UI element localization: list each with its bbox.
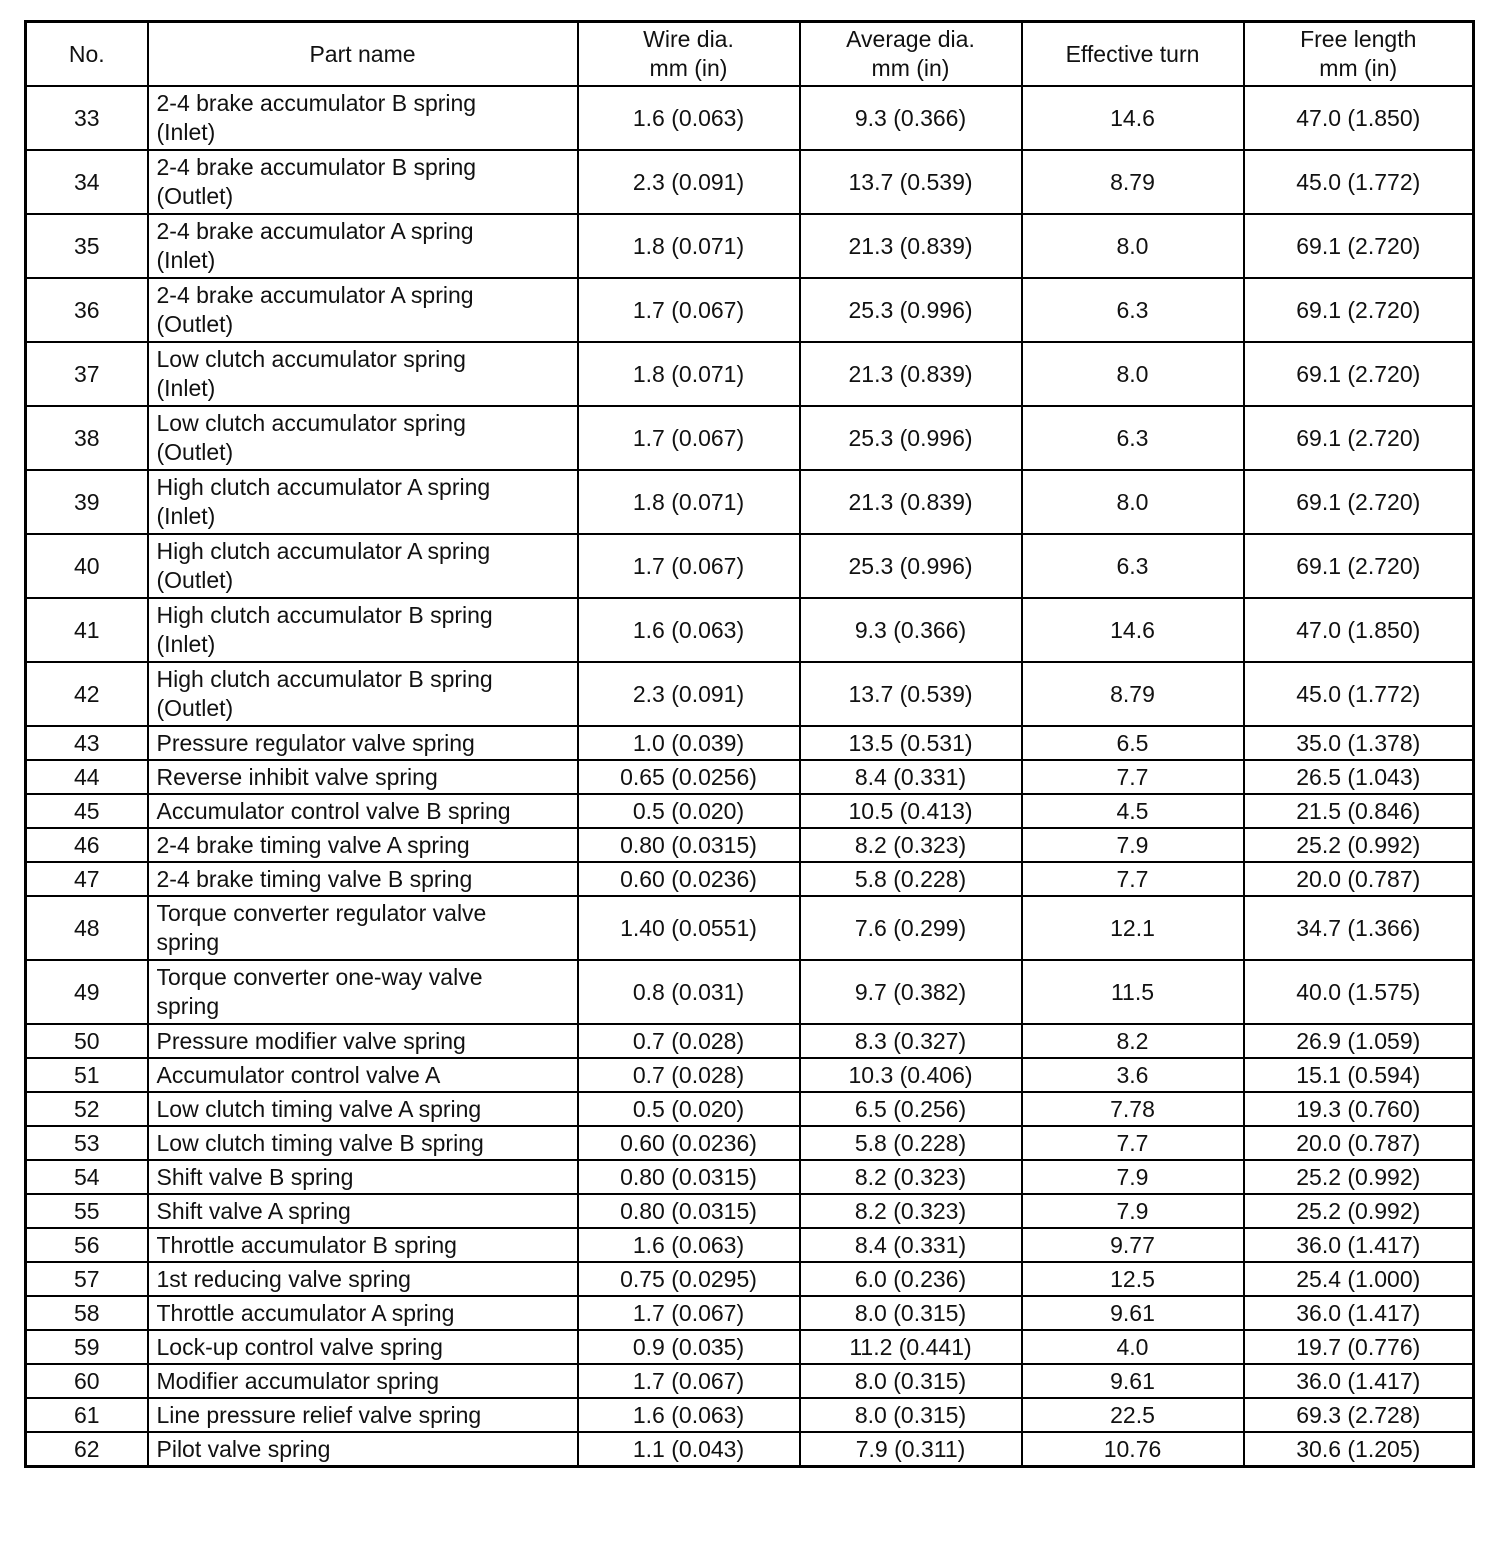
part-name-line-1: High clutch accumulator B spring xyxy=(156,666,493,692)
table-row xyxy=(26,1262,1474,1296)
cell-effective-turn: 4.0 xyxy=(1022,1330,1244,1364)
cell-average-dia: 25.3 (0.996) xyxy=(800,534,1022,598)
part-name-line-1: Shift valve A spring xyxy=(156,1197,351,1224)
cell-part-name xyxy=(148,1432,578,1467)
cell-free-length: 45.0 (1.772) xyxy=(1244,662,1474,726)
cell-wire-dia: 0.65 (0.0256) xyxy=(578,760,800,794)
cell-average-dia: 5.8 (0.228) xyxy=(800,1126,1022,1160)
part-name-line-1: 2-4 brake timing valve A spring xyxy=(156,831,470,858)
cell-part-name xyxy=(148,1160,578,1194)
cell-average-dia: 6.0 (0.236) xyxy=(800,1262,1022,1296)
cell-free-length: 40.0 (1.575) xyxy=(1244,960,1474,1024)
cell-effective-turn: 8.0 xyxy=(1022,214,1244,278)
table-row xyxy=(26,278,1474,342)
cell-average-dia: 8.4 (0.331) xyxy=(800,1228,1022,1262)
table-row xyxy=(26,862,1474,896)
cell-no: 44 xyxy=(26,760,148,794)
table-row xyxy=(26,726,1474,760)
part-name-line-2: (Outlet) xyxy=(156,439,234,465)
cell-wire-dia: 1.8 (0.071) xyxy=(578,470,800,534)
cell-effective-turn: 11.5 xyxy=(1022,960,1244,1024)
cell-average-dia: 9.3 (0.366) xyxy=(800,86,1022,150)
part-name-line-2: (Outlet) xyxy=(156,567,234,593)
table-row xyxy=(26,662,1474,726)
part-name-line-2: spring xyxy=(156,993,220,1019)
header-average-dia-unit: mm (in) xyxy=(871,55,950,81)
part-name-line-2: (Outlet) xyxy=(156,183,234,209)
cell-free-length: 69.1 (2.720) xyxy=(1244,278,1474,342)
cell-part-name xyxy=(148,86,578,150)
cell-effective-turn: 9.77 xyxy=(1022,1228,1244,1262)
cell-part-name xyxy=(148,1330,578,1364)
part-name-line-2: spring xyxy=(156,929,220,955)
cell-part-name xyxy=(148,662,578,726)
part-name-line-1: 2-4 brake timing valve B spring xyxy=(156,865,473,892)
cell-no: 62 xyxy=(26,1432,148,1467)
cell-effective-turn: 9.61 xyxy=(1022,1364,1244,1398)
cell-free-length: 26.5 (1.043) xyxy=(1244,760,1474,794)
cell-effective-turn: 7.9 xyxy=(1022,1194,1244,1228)
cell-part-name xyxy=(148,1024,578,1058)
table-row xyxy=(26,1432,1474,1467)
part-name-line-1: Modifier accumulator spring xyxy=(156,1367,440,1394)
cell-free-length: 21.5 (0.846) xyxy=(1244,794,1474,828)
cell-free-length: 69.1 (2.720) xyxy=(1244,342,1474,406)
table-row xyxy=(26,1330,1474,1364)
cell-free-length: 69.1 (2.720) xyxy=(1244,214,1474,278)
table-row xyxy=(26,794,1474,828)
cell-wire-dia: 0.80 (0.0315) xyxy=(578,828,800,862)
cell-free-length: 36.0 (1.417) xyxy=(1244,1296,1474,1330)
table-row xyxy=(26,1228,1474,1262)
cell-effective-turn: 7.7 xyxy=(1022,760,1244,794)
header-average-dia xyxy=(800,22,1022,87)
part-name-line-1: Shift valve B spring xyxy=(156,1163,354,1190)
cell-wire-dia: 0.8 (0.031) xyxy=(578,960,800,1024)
part-name-line-2: (Inlet) xyxy=(156,631,216,657)
cell-part-name xyxy=(148,1092,578,1126)
cell-part-name xyxy=(148,406,578,470)
cell-average-dia: 25.3 (0.996) xyxy=(800,406,1022,470)
part-name-line-1: Throttle accumulator A spring xyxy=(156,1299,455,1326)
cell-effective-turn: 6.3 xyxy=(1022,278,1244,342)
cell-free-length: 69.1 (2.720) xyxy=(1244,470,1474,534)
cell-free-length: 34.7 (1.366) xyxy=(1244,896,1474,960)
header-wire-dia-title: Wire dia. xyxy=(643,26,734,52)
header-effective-turn: Effective turn xyxy=(1022,22,1244,87)
spring-spec-table xyxy=(24,20,1475,1468)
cell-wire-dia: 0.60 (0.0236) xyxy=(578,1126,800,1160)
cell-wire-dia: 1.6 (0.063) xyxy=(578,1398,800,1432)
part-name-line-1: High clutch accumulator A spring xyxy=(156,474,491,500)
cell-wire-dia: 0.9 (0.035) xyxy=(578,1330,800,1364)
cell-effective-turn: 6.3 xyxy=(1022,534,1244,598)
cell-no: 38 xyxy=(26,406,148,470)
cell-free-length: 25.2 (0.992) xyxy=(1244,1194,1474,1228)
cell-part-name xyxy=(148,828,578,862)
header-wire-dia xyxy=(578,22,800,87)
cell-part-name xyxy=(148,1398,578,1432)
cell-wire-dia: 1.8 (0.071) xyxy=(578,342,800,406)
cell-wire-dia: 1.6 (0.063) xyxy=(578,598,800,662)
part-name-line-1: 2-4 brake accumulator A spring xyxy=(156,218,474,244)
cell-part-name xyxy=(148,1126,578,1160)
cell-no: 35 xyxy=(26,214,148,278)
table-row xyxy=(26,1160,1474,1194)
part-name-line-1: Low clutch timing valve B spring xyxy=(156,1129,484,1156)
cell-effective-turn: 3.6 xyxy=(1022,1058,1244,1092)
cell-average-dia: 5.8 (0.228) xyxy=(800,862,1022,896)
table-row xyxy=(26,1024,1474,1058)
cell-part-name xyxy=(148,1194,578,1228)
cell-free-length: 36.0 (1.417) xyxy=(1244,1228,1474,1262)
cell-effective-turn: 14.6 xyxy=(1022,598,1244,662)
cell-no: 47 xyxy=(26,862,148,896)
cell-average-dia: 7.9 (0.311) xyxy=(800,1432,1022,1467)
cell-average-dia: 13.7 (0.539) xyxy=(800,150,1022,214)
header-part-name: Part name xyxy=(148,22,578,87)
cell-free-length: 25.2 (0.992) xyxy=(1244,1160,1474,1194)
cell-effective-turn: 4.5 xyxy=(1022,794,1244,828)
table-row xyxy=(26,1364,1474,1398)
cell-no: 54 xyxy=(26,1160,148,1194)
cell-average-dia: 8.3 (0.327) xyxy=(800,1024,1022,1058)
cell-no: 55 xyxy=(26,1194,148,1228)
part-name-line-1: Torque converter regulator valve xyxy=(156,900,487,926)
header-free-length-title: Free length xyxy=(1300,26,1417,52)
table-row xyxy=(26,828,1474,862)
table-row xyxy=(26,534,1474,598)
cell-effective-turn: 22.5 xyxy=(1022,1398,1244,1432)
part-name-line-1: 2-4 brake accumulator B spring xyxy=(156,90,477,116)
table-row xyxy=(26,960,1474,1024)
cell-free-length: 69.3 (2.728) xyxy=(1244,1398,1474,1432)
cell-effective-turn: 8.79 xyxy=(1022,662,1244,726)
cell-wire-dia: 1.1 (0.043) xyxy=(578,1432,800,1467)
cell-free-length: 19.3 (0.760) xyxy=(1244,1092,1474,1126)
cell-effective-turn: 8.0 xyxy=(1022,470,1244,534)
cell-free-length: 19.7 (0.776) xyxy=(1244,1330,1474,1364)
cell-no: 41 xyxy=(26,598,148,662)
table-row xyxy=(26,1058,1474,1092)
cell-free-length: 45.0 (1.772) xyxy=(1244,150,1474,214)
part-name-line-1: Lock-up control valve spring xyxy=(156,1333,443,1360)
cell-free-length: 47.0 (1.850) xyxy=(1244,86,1474,150)
table-row xyxy=(26,1398,1474,1432)
part-name-line-1: High clutch accumulator B spring xyxy=(156,602,493,628)
part-name-line-2: (Inlet) xyxy=(156,119,216,145)
table-header xyxy=(26,22,1474,87)
table-row xyxy=(26,1296,1474,1330)
cell-free-length: 69.1 (2.720) xyxy=(1244,406,1474,470)
table-row xyxy=(26,86,1474,150)
cell-no: 53 xyxy=(26,1126,148,1160)
cell-no: 36 xyxy=(26,278,148,342)
cell-effective-turn: 8.0 xyxy=(1022,342,1244,406)
table-row xyxy=(26,342,1474,406)
cell-part-name xyxy=(148,534,578,598)
cell-part-name xyxy=(148,598,578,662)
cell-average-dia: 7.6 (0.299) xyxy=(800,896,1022,960)
table-body xyxy=(26,86,1474,1467)
cell-effective-turn: 8.2 xyxy=(1022,1024,1244,1058)
cell-effective-turn: 6.5 xyxy=(1022,726,1244,760)
cell-no: 46 xyxy=(26,828,148,862)
cell-part-name xyxy=(148,470,578,534)
cell-average-dia: 11.2 (0.441) xyxy=(800,1330,1022,1364)
cell-average-dia: 10.3 (0.406) xyxy=(800,1058,1022,1092)
cell-part-name xyxy=(148,214,578,278)
cell-average-dia: 13.7 (0.539) xyxy=(800,662,1022,726)
cell-effective-turn: 10.76 xyxy=(1022,1432,1244,1467)
cell-wire-dia: 0.75 (0.0295) xyxy=(578,1262,800,1296)
cell-free-length: 35.0 (1.378) xyxy=(1244,726,1474,760)
cell-part-name xyxy=(148,1296,578,1330)
cell-free-length: 47.0 (1.850) xyxy=(1244,598,1474,662)
cell-average-dia: 8.2 (0.323) xyxy=(800,1160,1022,1194)
table-row xyxy=(26,598,1474,662)
cell-average-dia: 8.0 (0.315) xyxy=(800,1296,1022,1330)
part-name-line-2: (Inlet) xyxy=(156,503,216,529)
part-name-line-1: Reverse inhibit valve spring xyxy=(156,763,438,790)
cell-free-length: 25.4 (1.000) xyxy=(1244,1262,1474,1296)
cell-effective-turn: 14.6 xyxy=(1022,86,1244,150)
cell-no: 37 xyxy=(26,342,148,406)
part-name-line-2: (Outlet) xyxy=(156,311,234,337)
cell-part-name xyxy=(148,794,578,828)
part-name-line-2: (Inlet) xyxy=(156,375,216,401)
cell-part-name xyxy=(148,896,578,960)
cell-no: 60 xyxy=(26,1364,148,1398)
cell-effective-turn: 9.61 xyxy=(1022,1296,1244,1330)
cell-no: 34 xyxy=(26,150,148,214)
cell-effective-turn: 8.79 xyxy=(1022,150,1244,214)
cell-no: 57 xyxy=(26,1262,148,1296)
cell-wire-dia: 1.7 (0.067) xyxy=(578,278,800,342)
header-average-dia-title: Average dia. xyxy=(846,26,975,52)
table-row xyxy=(26,214,1474,278)
cell-no: 39 xyxy=(26,470,148,534)
cell-wire-dia: 0.7 (0.028) xyxy=(578,1058,800,1092)
cell-wire-dia: 0.7 (0.028) xyxy=(578,1024,800,1058)
cell-average-dia: 10.5 (0.413) xyxy=(800,794,1022,828)
table-row xyxy=(26,896,1474,960)
cell-free-length: 30.6 (1.205) xyxy=(1244,1432,1474,1467)
cell-effective-turn: 7.78 xyxy=(1022,1092,1244,1126)
header-wire-dia-unit: mm (in) xyxy=(649,55,728,81)
table-row xyxy=(26,1126,1474,1160)
part-name-line-1: 1st reducing valve spring xyxy=(156,1265,411,1292)
part-name-line-2: (Inlet) xyxy=(156,247,216,273)
cell-average-dia: 8.2 (0.323) xyxy=(800,1194,1022,1228)
cell-effective-turn: 7.7 xyxy=(1022,1126,1244,1160)
cell-wire-dia: 1.7 (0.067) xyxy=(578,1296,800,1330)
cell-average-dia: 13.5 (0.531) xyxy=(800,726,1022,760)
part-name-line-1: 2-4 brake accumulator A spring xyxy=(156,282,474,308)
table-row xyxy=(26,470,1474,534)
part-name-line-1: Pressure modifier valve spring xyxy=(156,1027,466,1054)
cell-wire-dia: 1.6 (0.063) xyxy=(578,86,800,150)
cell-free-length: 20.0 (0.787) xyxy=(1244,1126,1474,1160)
cell-effective-turn: 7.9 xyxy=(1022,1160,1244,1194)
cell-part-name xyxy=(148,760,578,794)
cell-wire-dia: 0.80 (0.0315) xyxy=(578,1160,800,1194)
cell-wire-dia: 0.5 (0.020) xyxy=(578,1092,800,1126)
cell-part-name xyxy=(148,960,578,1024)
cell-free-length: 20.0 (0.787) xyxy=(1244,862,1474,896)
cell-effective-turn: 7.9 xyxy=(1022,828,1244,862)
cell-no: 56 xyxy=(26,1228,148,1262)
header-row xyxy=(26,22,1474,87)
cell-part-name xyxy=(148,1364,578,1398)
header-free-length-unit: mm (in) xyxy=(1319,55,1398,81)
cell-free-length: 36.0 (1.417) xyxy=(1244,1364,1474,1398)
part-name-line-1: Accumulator control valve A xyxy=(156,1061,441,1088)
cell-free-length: 26.9 (1.059) xyxy=(1244,1024,1474,1058)
cell-average-dia: 8.4 (0.331) xyxy=(800,760,1022,794)
part-name-line-1: Line pressure relief valve spring xyxy=(156,1401,482,1428)
table-row xyxy=(26,1092,1474,1126)
cell-effective-turn: 12.1 xyxy=(1022,896,1244,960)
cell-no: 43 xyxy=(26,726,148,760)
cell-wire-dia: 1.7 (0.067) xyxy=(578,534,800,598)
cell-no: 52 xyxy=(26,1092,148,1126)
cell-average-dia: 8.0 (0.315) xyxy=(800,1398,1022,1432)
cell-wire-dia: 0.60 (0.0236) xyxy=(578,862,800,896)
cell-part-name xyxy=(148,862,578,896)
cell-wire-dia: 0.5 (0.020) xyxy=(578,794,800,828)
part-name-line-1: Low clutch accumulator spring xyxy=(156,410,466,436)
cell-effective-turn: 6.3 xyxy=(1022,406,1244,470)
cell-average-dia: 6.5 (0.256) xyxy=(800,1092,1022,1126)
cell-effective-turn: 7.7 xyxy=(1022,862,1244,896)
part-name-line-1: 2-4 brake accumulator B spring xyxy=(156,154,477,180)
part-name-line-1: Accumulator control valve B spring xyxy=(156,797,511,824)
cell-free-length: 69.1 (2.720) xyxy=(1244,534,1474,598)
part-name-line-1: Torque converter one-way valve xyxy=(156,964,483,990)
cell-effective-turn: 12.5 xyxy=(1022,1262,1244,1296)
part-name-line-1: Low clutch timing valve A spring xyxy=(156,1095,482,1122)
cell-free-length: 15.1 (0.594) xyxy=(1244,1058,1474,1092)
cell-no: 48 xyxy=(26,896,148,960)
part-name-line-1: Throttle accumulator B spring xyxy=(156,1231,457,1258)
cell-average-dia: 21.3 (0.839) xyxy=(800,214,1022,278)
part-name-line-1: Pilot valve spring xyxy=(156,1435,331,1462)
table-row xyxy=(26,150,1474,214)
cell-average-dia: 8.0 (0.315) xyxy=(800,1364,1022,1398)
cell-no: 51 xyxy=(26,1058,148,1092)
cell-wire-dia: 2.3 (0.091) xyxy=(578,662,800,726)
cell-part-name xyxy=(148,342,578,406)
cell-part-name xyxy=(148,1262,578,1296)
cell-no: 59 xyxy=(26,1330,148,1364)
cell-average-dia: 21.3 (0.839) xyxy=(800,342,1022,406)
cell-part-name xyxy=(148,1058,578,1092)
cell-part-name xyxy=(148,1228,578,1262)
header-no: No. xyxy=(26,22,148,87)
cell-part-name xyxy=(148,726,578,760)
cell-no: 42 xyxy=(26,662,148,726)
cell-wire-dia: 1.40 (0.0551) xyxy=(578,896,800,960)
cell-no: 50 xyxy=(26,1024,148,1058)
cell-average-dia: 8.2 (0.323) xyxy=(800,828,1022,862)
cell-no: 40 xyxy=(26,534,148,598)
cell-no: 61 xyxy=(26,1398,148,1432)
cell-wire-dia: 1.8 (0.071) xyxy=(578,214,800,278)
cell-no: 33 xyxy=(26,86,148,150)
cell-free-length: 25.2 (0.992) xyxy=(1244,828,1474,862)
cell-average-dia: 9.7 (0.382) xyxy=(800,960,1022,1024)
cell-average-dia: 25.3 (0.996) xyxy=(800,278,1022,342)
part-name-line-2: (Outlet) xyxy=(156,695,234,721)
cell-wire-dia: 1.0 (0.039) xyxy=(578,726,800,760)
cell-no: 45 xyxy=(26,794,148,828)
cell-no: 49 xyxy=(26,960,148,1024)
cell-wire-dia: 1.7 (0.067) xyxy=(578,1364,800,1398)
part-name-line-1: Low clutch accumulator spring xyxy=(156,346,466,372)
part-name-line-1: Pressure regulator valve spring xyxy=(156,729,475,756)
table-row xyxy=(26,760,1474,794)
part-name-line-1: High clutch accumulator A spring xyxy=(156,538,491,564)
cell-average-dia: 9.3 (0.366) xyxy=(800,598,1022,662)
cell-part-name xyxy=(148,150,578,214)
cell-wire-dia: 1.6 (0.063) xyxy=(578,1228,800,1262)
cell-wire-dia: 1.7 (0.067) xyxy=(578,406,800,470)
cell-wire-dia: 0.80 (0.0315) xyxy=(578,1194,800,1228)
table-row xyxy=(26,406,1474,470)
cell-no: 58 xyxy=(26,1296,148,1330)
header-free-length xyxy=(1244,22,1474,87)
table-row xyxy=(26,1194,1474,1228)
cell-part-name xyxy=(148,278,578,342)
cell-average-dia: 21.3 (0.839) xyxy=(800,470,1022,534)
cell-wire-dia: 2.3 (0.091) xyxy=(578,150,800,214)
